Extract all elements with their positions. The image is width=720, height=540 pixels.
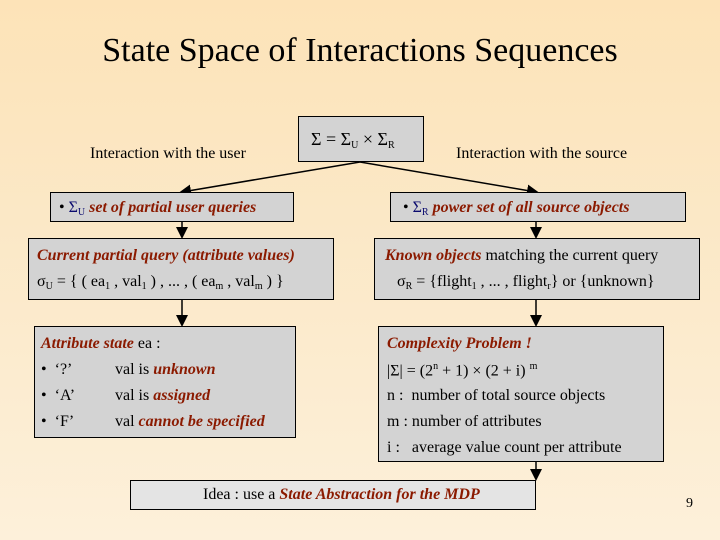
attribute-state-row-3: • ‘F’ val cannot be specified (41, 413, 265, 430)
page-title: State Space of Interactions Sequences (102, 32, 618, 69)
page-number: 9 (686, 496, 693, 511)
sigma-formula: $\Sigma = \Sigma_U \times \Sigma_R$ (311, 129, 395, 151)
attribute-state-row-2: • ‘A’ val is assigned (41, 387, 211, 404)
source-set-text: • $\Sigma_R$ power set of all source objects (403, 199, 630, 218)
user-set-box (50, 192, 294, 222)
arrow-to-left-branch (182, 162, 360, 192)
attribute-state-title: Attribute state ea : (41, 335, 161, 352)
right-branch-label: Interaction with the source (456, 145, 628, 162)
complexity-box (378, 326, 664, 462)
current-query-box (28, 238, 334, 300)
left-branch-label: Interaction with the user (90, 145, 246, 162)
source-set-box (390, 192, 686, 222)
known-objects-formula: $\sigma_R$ = {flight$_1$ , ... , flight$_r$} or {unknown} (397, 273, 655, 292)
complexity-row-m: m : number of attributes (387, 413, 542, 430)
arrow-to-right-branch (360, 162, 536, 192)
complexity-title: Complexity Problem ! (387, 335, 532, 352)
known-objects-box (374, 238, 700, 300)
current-query-title: Current partial query (attribute values) (37, 247, 295, 264)
complexity-row-n: n : number of total source objects (387, 387, 606, 404)
complexity-row-i: i : average value count per attribute (387, 439, 622, 456)
user-set-text: • $\Sigma_U$ set of partial user queries (59, 199, 257, 218)
complexity-formula: $|\Sigma| = (2^n + 1) \times (2 + i)$ $^m$ (387, 361, 538, 380)
sigma-formula-box (298, 116, 424, 162)
idea-box (130, 480, 536, 510)
idea-text: Idea : use a State Abstraction for the MDP (203, 486, 480, 503)
attribute-state-box (34, 326, 296, 438)
current-query-formula: $\sigma_U$ = { ( $ea_1$ , val$_1$ ) , ... , ( $ea_m$ , val$_m$ ) } (37, 273, 284, 292)
known-objects-title: Known objects matching the current query (385, 247, 659, 264)
attribute-state-row-1: • ‘?’ val is unknown (41, 361, 216, 378)
